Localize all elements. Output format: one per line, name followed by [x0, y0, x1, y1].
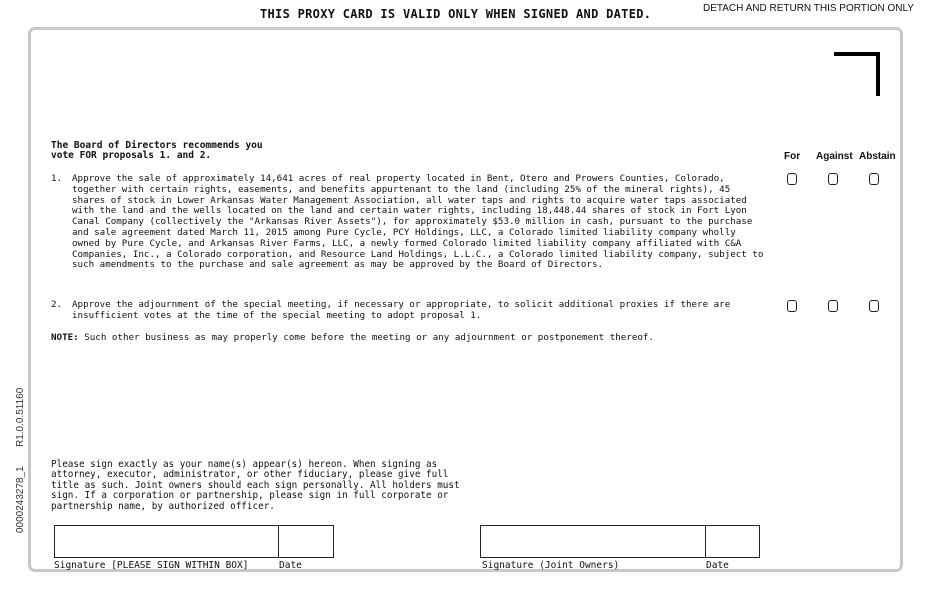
proposal-line: such amendments to the purchase and sale agreement as may be approved by the Board of Directors.: [72, 259, 604, 271]
registration-corner-mark: [834, 52, 880, 96]
note-label: NOTE:: [51, 332, 79, 343]
proposal-number: 1.: [51, 173, 63, 184]
instruction-line: sign. If a corporation or partnership, please sign in full corporate or: [51, 490, 449, 502]
proposal-text: [72, 174, 763, 271]
proposal-line: insufficient votes at the time of the special meeting to adopt proposal 1.: [72, 309, 482, 321]
proposal-line: with the land and the wells located on the land and certain water rights, including 18,448.44 shares of stock in Fort Lyon: [72, 205, 747, 217]
column-abstain: Abstain: [859, 151, 896, 162]
proposal-1-for-checkbox[interactable]: [787, 173, 797, 185]
proposal-2-abstain-checkbox[interactable]: [869, 300, 879, 312]
proposal-line: Companies, Inc., a Colorado corporation, and Resource Land Holdings, L.L.C., a Colorado limited liability company, subject to: [72, 248, 764, 260]
proxy-card-title: THIS PROXY CARD IS VALID ONLY WHEN SIGNED AND DATED.: [260, 7, 652, 21]
detach-instruction: DETACH AND RETURN THIS PORTION ONLY: [703, 3, 914, 14]
joint-signature-box[interactable]: [480, 525, 760, 558]
signature-date-divider: [278, 526, 279, 557]
proposal-line: and sale agreement dated March 11, 2015 among Pure Cycle, PCY Holdings, LLC, a Colorado limited liability company wholly: [72, 226, 736, 238]
signing-instructions: [51, 460, 460, 512]
instruction-line: partnership name, by authorized officer.: [51, 500, 275, 512]
proposal-line: Approve the adjournment of the special meeting, if necessary or appropriate, to solicit additional proxies if there are: [72, 299, 731, 310]
joint-signature-label: Signature (Joint Owners): [482, 560, 620, 571]
instruction-line: attorney, executor, administrator, or other fiduciary, please give full: [51, 469, 449, 481]
board-recommendation: [51, 141, 263, 161]
joint-date-label: Date: [706, 560, 729, 571]
instruction-line: title as such. Joint owners should each sign personally. All holders must: [51, 479, 460, 491]
recommendation-line: The Board of Directors recommends you: [51, 140, 263, 151]
proposal-line: Approve the sale of approximately 14,641 acres of real property located in Bent, Otero and Prowers Counties, Colorado,: [72, 173, 725, 184]
column-for: For: [784, 151, 801, 162]
version-id: R1.0.0.51160: [15, 387, 26, 447]
proposal-2-against-checkbox[interactable]: [828, 300, 838, 312]
proposal-2-for-checkbox[interactable]: [787, 300, 797, 312]
signature-date-divider: [705, 526, 706, 557]
proposal-text: [72, 300, 730, 322]
note: [51, 332, 654, 343]
proposal-line: together with certain rights, easements, and benefits appurtenant to the land (including 25% of the mineral rights), 45: [72, 183, 731, 195]
proposal-1-against-checkbox[interactable]: [828, 173, 838, 185]
instruction-line: Please sign exactly as your name(s) appear(s) hereon. When signing as: [51, 459, 438, 470]
primary-signature-label: Signature [PLEASE SIGN WITHIN BOX]: [54, 560, 249, 571]
proposal-1-abstain-checkbox[interactable]: [869, 173, 879, 185]
note-text: Such other business as may properly come before the meeting or any adjournment or postponement thereof.: [84, 332, 654, 343]
proposal-number: 2.: [51, 299, 63, 310]
column-against: Against: [816, 151, 853, 162]
proposal-line: Canal Company (collectively the "Arkansas River Assets"), for approximately $53.0 million in cash, pursuant to the purchase: [72, 216, 753, 228]
control-number: 0000243278_1: [15, 466, 26, 533]
recommendation-line: vote FOR proposals 1. and 2.: [51, 150, 212, 161]
primary-signature-box[interactable]: [54, 525, 334, 558]
proposal-line: owned by Pure Cycle, and Arkansas River Farms, LLC, a newly formed Colorado limited liability company affiliated with C&A: [72, 237, 742, 249]
primary-date-label: Date: [279, 560, 302, 571]
proposal-line: shares of stock in Lower Arkansas Water Management Association, all water taps and rights to acquire water taps associated: [72, 194, 747, 206]
